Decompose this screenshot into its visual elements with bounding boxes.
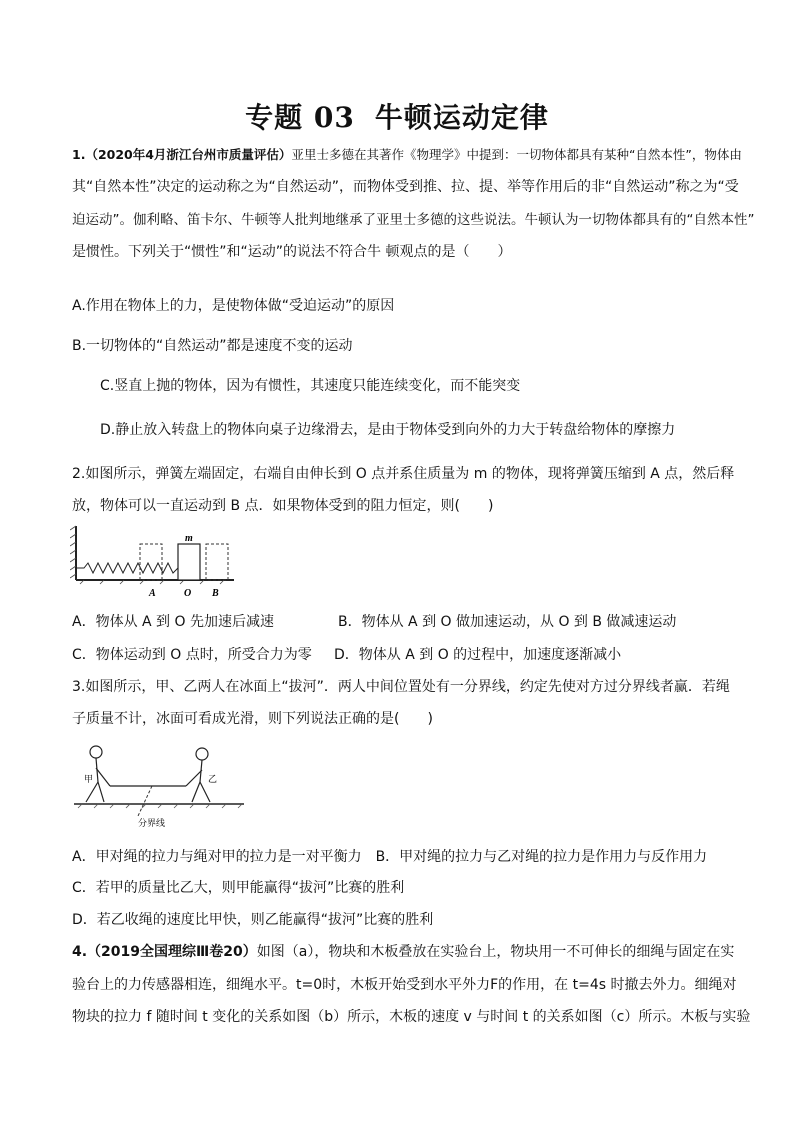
label-o: O bbox=[184, 588, 192, 599]
q1-option-b: B.一切物体的“自然运动”都是速度不变的运动 bbox=[72, 338, 353, 354]
q1-line2: 其“自然本性”决定的运动称之为“自然运动”，而物体受到推、拉、提、举等作用后的非“自然运动”称之为“受 bbox=[72, 179, 739, 195]
block-m bbox=[178, 544, 200, 580]
block-a-position bbox=[140, 544, 162, 580]
label-yi: 乙 bbox=[208, 775, 218, 785]
page-title bbox=[0, 96, 794, 136]
q2-line1: 2.如图所示，弹簧左端固定，右端自由伸长到 O 点并系住质量为 m 的物体，现将弹簧压缩到 A 点，然后释 bbox=[72, 466, 735, 482]
spring bbox=[76, 563, 178, 573]
q2-option-b: B．物体从 A 到 O 做加速运动，从 O 到 B 做减速运动 bbox=[338, 614, 677, 630]
q4-line2: 验台上的力传感器相连，细绳水平。t=0时，木板开始受到水平外力F的作用，在 t=4s 时撤去外力。细绳对 bbox=[72, 977, 737, 993]
boundary-line bbox=[138, 786, 152, 816]
label-m: m bbox=[185, 533, 193, 544]
q3-line2: 子质量不计，冰面可看成光滑，则下列说法正确的是( ) bbox=[72, 711, 433, 727]
q2-option-c: C．物体运动到 O 点时，所受合力为零 bbox=[72, 647, 312, 663]
block-b-position bbox=[206, 544, 228, 580]
q1-head: 1.（2020年4月浙江台州市质量评估） bbox=[72, 147, 292, 162]
ground bbox=[76, 580, 234, 584]
q4-text1: 如图（a），物块和木板叠放在实验台上，物块用一不可伸长的细绳与固定在实 bbox=[256, 944, 735, 960]
q1-line1 bbox=[72, 145, 742, 165]
q3-line1: 3.如图所示，甲、乙两人在冰面上“拔河”．两人中间位置处有一分界线，约定先使对方过分界线者赢．若绳 bbox=[72, 679, 730, 695]
q2-option-d: D．物体从 A 到 O 的过程中，加速度逐渐减小 bbox=[334, 647, 622, 663]
label-jia: 甲 bbox=[84, 775, 94, 785]
label-boundary: 分界线 bbox=[138, 819, 166, 829]
q3-option-d: D．若乙收绳的速度比甲快，则乙能赢得“拔河”比赛的胜利 bbox=[72, 912, 434, 928]
q2-option-a: A．物体从 A 到 O 先加速后减速 bbox=[72, 614, 274, 630]
q1-option-d: D.静止放入转盘上的物体向桌子边缘滑去，是由于物体受到向外的力大于转盘给物体的摩擦力 bbox=[100, 422, 676, 438]
person-jia bbox=[86, 746, 110, 802]
title-name: 牛顿运动定律 bbox=[374, 101, 549, 134]
spring-block-diagram bbox=[70, 522, 240, 602]
q2-line2: 放，物体可以一直运动到 B 点．如果物体受到的阻力恒定，则( ) bbox=[72, 498, 494, 514]
label-b: B bbox=[212, 588, 219, 599]
q1-line3: 迫运动”。伽利略、笛卡尔、牛顿等人批判地继承了亚里士多德的这些说法。牛顿认为一切物体都具有的“自然本性” bbox=[72, 212, 755, 228]
q3-option-c: C．若甲的质量比乙大，则甲能赢得“拔河”比赛的胜利 bbox=[72, 880, 405, 896]
q4-head: 4.（2019全国理综Ⅲ卷20） bbox=[72, 944, 257, 960]
q4-line3: 物块的拉力 f 随时间 t 变化的关系如图（b）所示，木板的速度 v 与时间 t 的关系如图（c）所示。木板与实验 bbox=[72, 1009, 751, 1025]
q1-option-a: A.作用在物体上的力，是使物体做“受迫运动”的原因 bbox=[72, 298, 395, 314]
q4-line1 bbox=[72, 942, 734, 962]
wall bbox=[70, 526, 76, 580]
person-yi bbox=[186, 748, 210, 802]
q1-line4: 是惯性。下列关于“惯性”和“运动”的说法不符合牛 顿观点的是（ ） bbox=[72, 244, 512, 260]
q1-text1: 亚里士多德在其著作《物理学》中提到：一切物体都具有某种“自然本性”，物体由 bbox=[291, 147, 742, 162]
q1-option-c: C.竖直上抛的物体，因为有惯性，其速度只能连续变化，而不能突变 bbox=[100, 378, 521, 394]
q3-option-a-b: A．甲对绳的拉力与绳对甲的拉力是一对平衡力 B．甲对绳的拉力与乙对绳的拉力是作用力与反作用力 bbox=[72, 849, 708, 865]
label-a: A bbox=[149, 588, 156, 599]
tug-of-war-diagram bbox=[72, 740, 247, 830]
title-prefix: 专题 03 bbox=[245, 101, 355, 134]
